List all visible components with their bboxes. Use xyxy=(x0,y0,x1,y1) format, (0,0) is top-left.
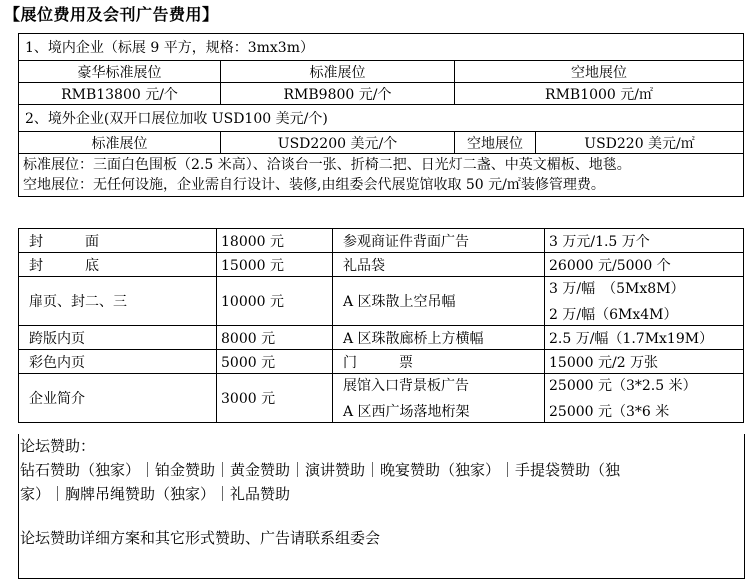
domestic-header-space: 空地展位 xyxy=(455,61,744,83)
standard-booth-note: 标准展位：三面白色围板（2.5 米高）、洽谈台一张、折椅二把、日光灯二盏、中英文楣板、地毯。 xyxy=(23,157,631,173)
ad-price-2: 2.5 万/幅（1.7Mx19M） xyxy=(545,326,744,350)
ad-item: 扉页、封二、三 xyxy=(19,277,217,326)
ad-price-2-line: 3 万/幅 （5Mx8M） xyxy=(549,281,685,297)
ad-item-2: 礼品袋 xyxy=(333,253,545,277)
ad-item-2 xyxy=(333,374,545,423)
ad-price: 3000 元 xyxy=(217,374,333,423)
ad-item: 企业简介 xyxy=(19,374,217,423)
foreign-title: 2、境外企业(双开口展位加收 USD100 美元/个) xyxy=(19,105,744,132)
ad-item-2-line: 展馆入口背景板广告 xyxy=(343,378,469,394)
domestic-header-standard: 标准展位 xyxy=(221,61,455,83)
ad-item-2: 门 票 xyxy=(333,350,545,374)
ad-item: 封 面 xyxy=(19,229,217,253)
ad-item: 彩色内页 xyxy=(19,350,217,374)
booth-notes xyxy=(19,154,744,197)
ad-price: 15000 元 xyxy=(217,253,333,277)
forum-contact: 论坛赞助详细方案和其它形式赞助、广告请联系组委会 xyxy=(20,529,381,547)
booth-fee-table xyxy=(18,33,744,197)
foreign-standard-price: USD2200 美元/个 xyxy=(221,132,455,154)
ad-price-2 xyxy=(545,374,744,423)
ad-price: 18000 元 xyxy=(217,229,333,253)
ad-price-2: 15000 元/2 万张 xyxy=(545,350,744,374)
advertising-fee-table xyxy=(18,228,744,423)
ad-price-2: 3 万元/1.5 万个 xyxy=(545,229,744,253)
domestic-price-standard: RMB9800 元/个 xyxy=(221,83,455,105)
ad-price: 8000 元 xyxy=(217,326,333,350)
ad-price-2-line: 25000 元（3*6 米 xyxy=(549,404,670,420)
ad-price: 10000 元 xyxy=(217,277,333,326)
ad-item-2: A 区珠散廊桥上方横幅 xyxy=(333,326,545,350)
spacer xyxy=(19,506,744,526)
domestic-price-space: RMB1000 元/㎡ xyxy=(455,83,744,105)
ad-item: 跨版内页 xyxy=(19,326,217,350)
ad-item-2: A 区珠散上空吊幅 xyxy=(333,277,545,326)
ad-price-2-line: 2 万/幅（6Mx4M） xyxy=(549,307,678,323)
forum-sponsor-line: 家）｜胸牌吊绳赞助（独家）｜礼品赞助 xyxy=(20,485,291,503)
ad-price-2-line: 25000 元（3*2.5 米） xyxy=(549,378,697,394)
domestic-title: 1、境内企业（标展 9 平方，规格：3mx3m） xyxy=(19,34,744,61)
ad-price-2 xyxy=(545,277,744,326)
ad-price: 5000 元 xyxy=(217,350,333,374)
forum-sponsor-line: 钻石赞助（独家）｜铂金赞助｜黄金赞助｜演讲赞助｜晚宴赞助（独家）｜手提袋赞助（独 xyxy=(20,461,621,479)
foreign-standard-label: 标准展位 xyxy=(19,132,221,154)
space-booth-note: 空地展位：无任何设施，企业需自行设计、装修,由组委会代展览馆收取 50 元/㎡装修管理费。 xyxy=(23,177,605,193)
forum-sponsorship-box xyxy=(18,434,745,579)
domestic-header-luxury: 豪华标准展位 xyxy=(19,61,221,83)
foreign-space-price: USD220 美元/㎡ xyxy=(536,132,744,154)
foreign-space-label: 空地展位 xyxy=(455,132,536,154)
domestic-price-luxury: RMB13800 元/个 xyxy=(19,83,221,105)
page-heading: 【展位费用及会刊广告费用】 xyxy=(4,5,219,24)
ad-item-2-line: A 区西广场落地桁架 xyxy=(343,404,470,420)
forum-title: 论坛赞助： xyxy=(20,437,96,455)
ad-item: 封 底 xyxy=(19,253,217,277)
ad-item-2: 参观商证件背面广告 xyxy=(333,229,545,253)
ad-price-2: 26000 元/5000 个 xyxy=(545,253,744,277)
